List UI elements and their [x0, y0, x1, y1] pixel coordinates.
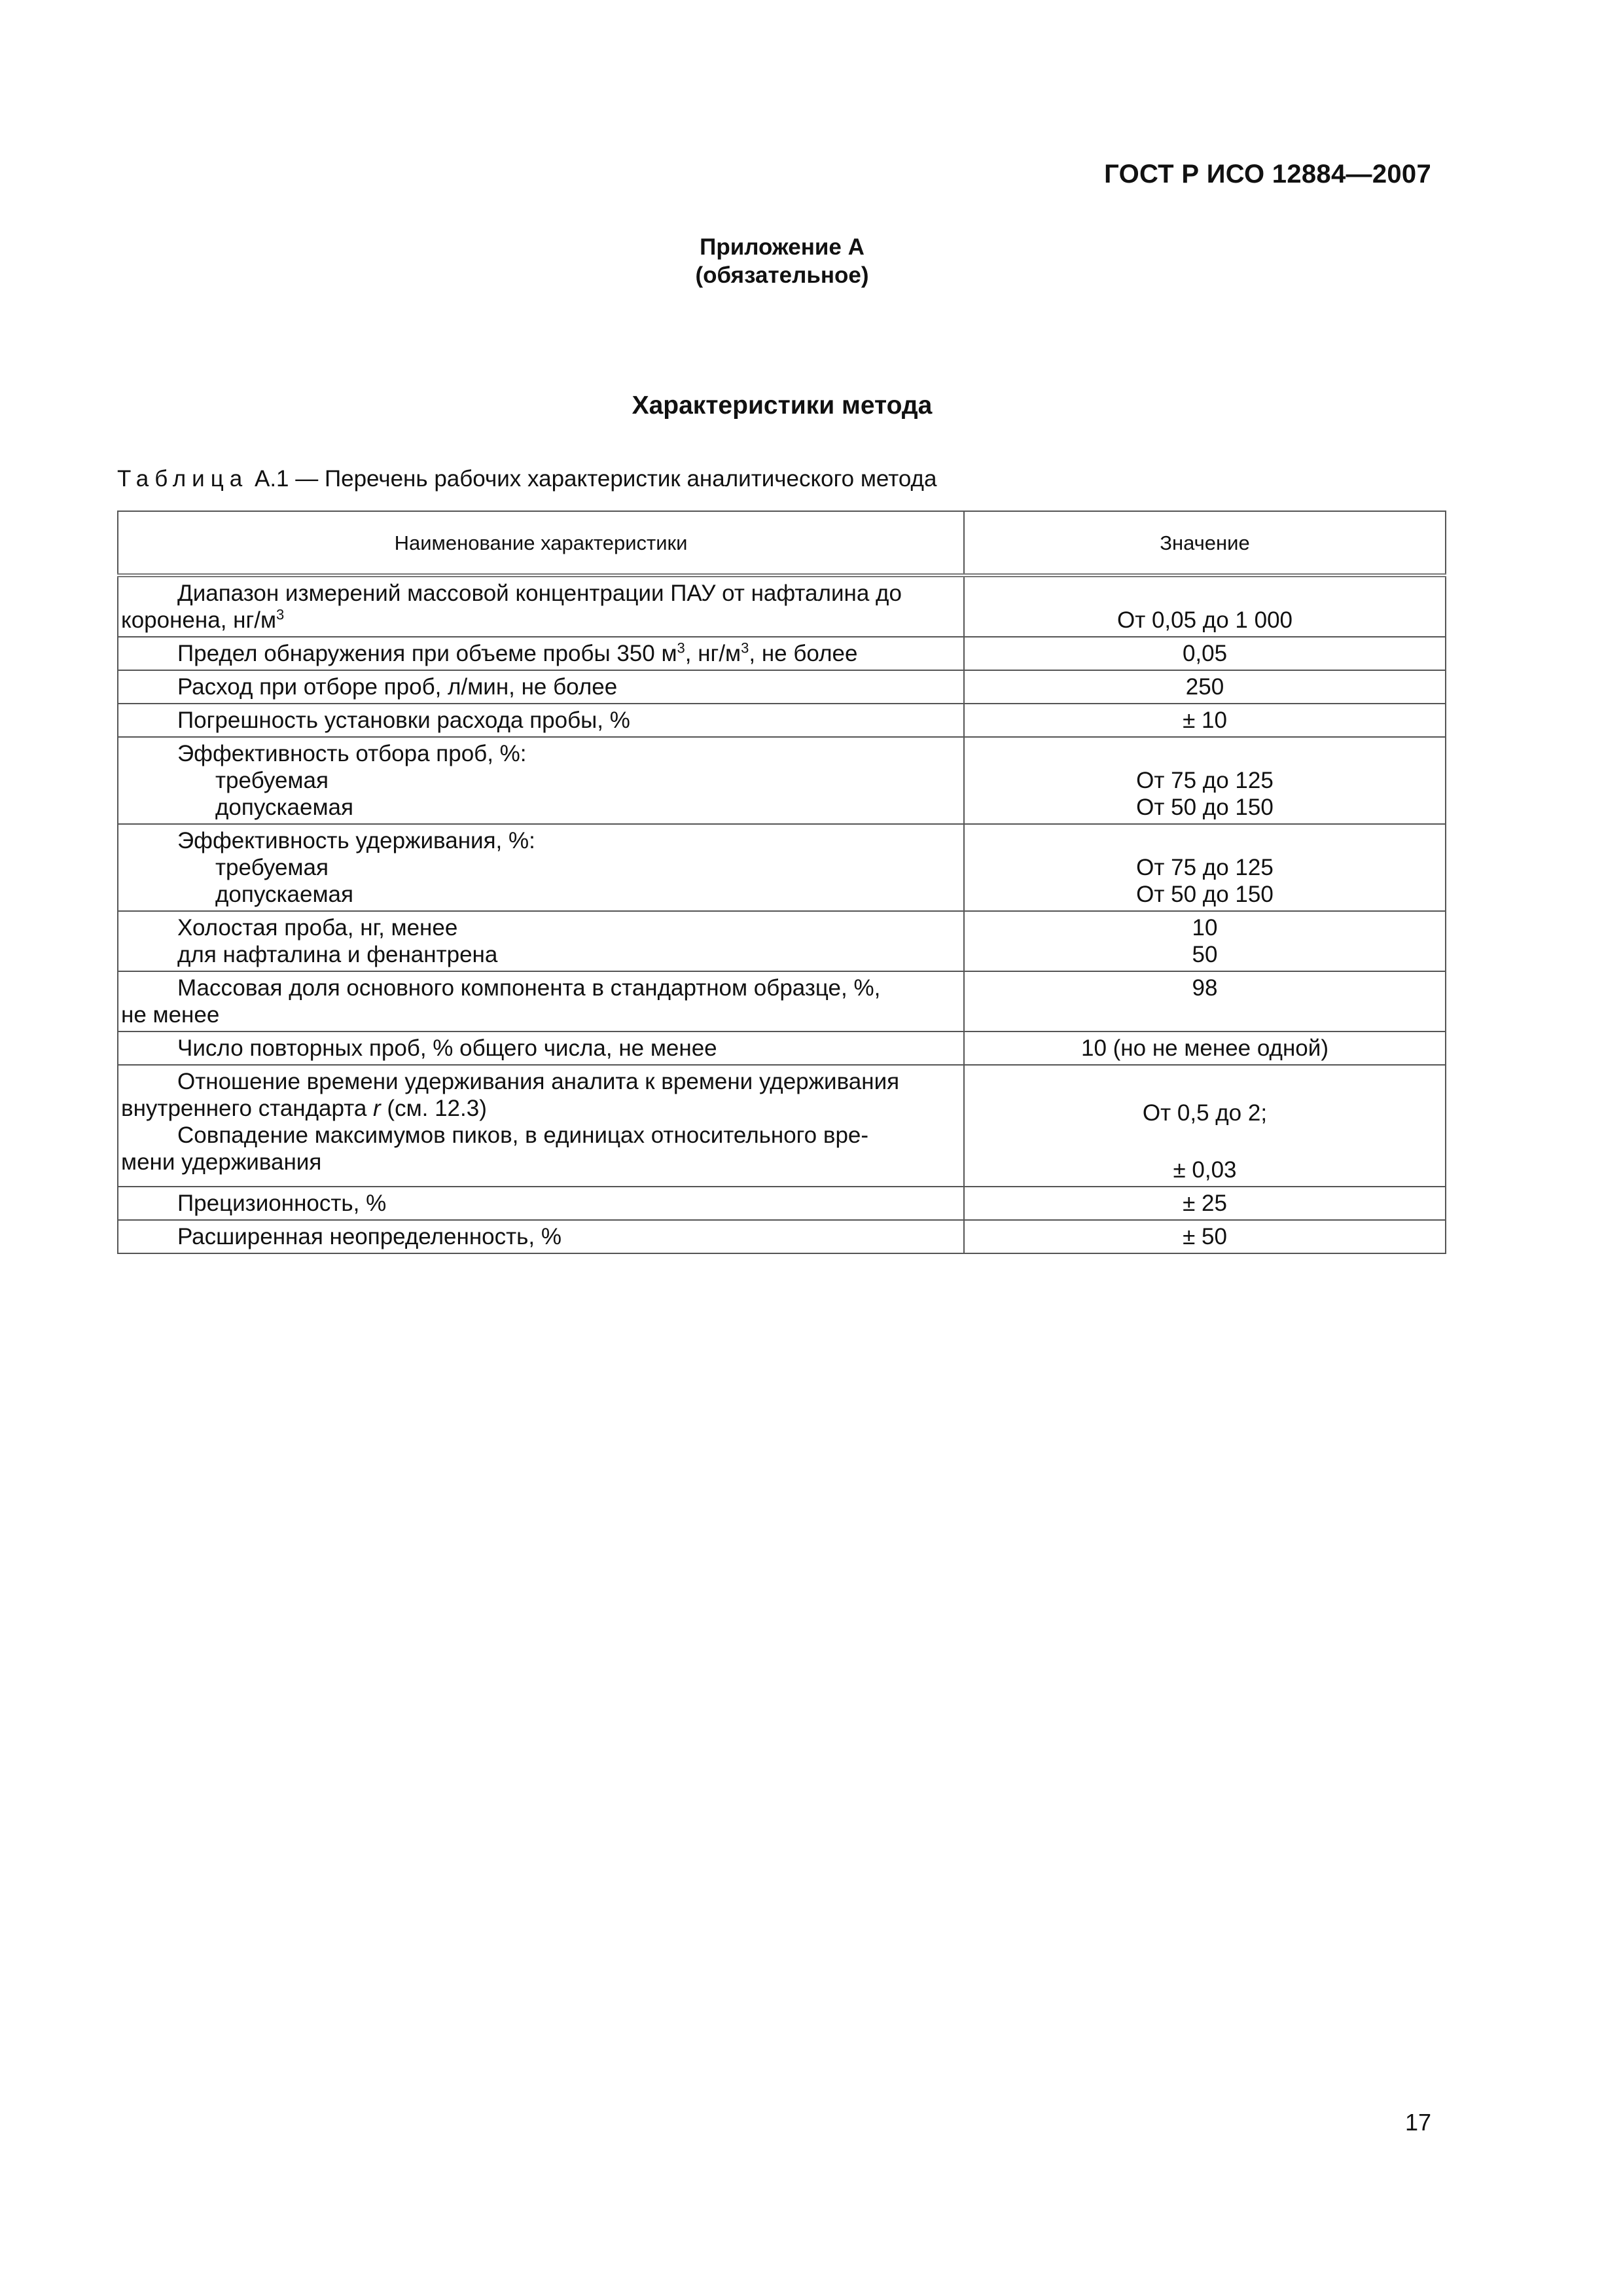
row-name: [118, 1065, 964, 1187]
row-name-line: требуемая: [215, 768, 329, 793]
table-row: [118, 1220, 1446, 1253]
row-name-line: Массовая доля основного компонента в стандартном образце, %,: [177, 975, 881, 1001]
row-name: [118, 670, 964, 704]
table-row: [118, 575, 1446, 637]
row-name-line: требуемая: [215, 855, 329, 880]
row-name-line: допускаемая: [215, 882, 353, 907]
row-value-line: 98: [1192, 975, 1218, 1001]
row-name: [118, 1220, 964, 1253]
table-header-row: [118, 511, 1446, 575]
row-value: [964, 1187, 1446, 1220]
superscript: 3: [677, 639, 685, 656]
row-value-line: От 0,5 до 2;: [1142, 1100, 1268, 1126]
row-value: [964, 824, 1446, 911]
row-name-line: Расширенная неопределенность, %: [177, 1224, 562, 1249]
row-name-text: , нг/м: [685, 641, 741, 666]
row-value: [964, 1220, 1446, 1253]
appendix-status: (обязательное): [695, 262, 869, 288]
row-value: [964, 637, 1446, 670]
row-name-line: [121, 1095, 948, 1122]
row-value: [964, 911, 1446, 971]
row-name: [118, 637, 964, 670]
row-value-line: 0,05: [1182, 641, 1228, 666]
table-row: [118, 911, 1446, 971]
appendix-title: Приложение А: [700, 234, 865, 260]
row-name: [118, 575, 964, 637]
row-value: [964, 670, 1446, 704]
row-name-line: мени удерживания: [121, 1149, 322, 1175]
row-value: [964, 704, 1446, 737]
row-name: [118, 1187, 964, 1220]
page-number: 17: [1404, 2109, 1431, 2136]
row-name-line: Число повторных проб, % общего числа, не менее: [177, 1035, 717, 1061]
row-value-line: 50: [1192, 942, 1218, 967]
row-value-line: 10: [1192, 915, 1218, 941]
row-value-line: 250: [1185, 674, 1224, 700]
row-name-text: внутреннего стандарта: [121, 1096, 374, 1121]
row-value: [964, 1065, 1446, 1187]
table-row: [118, 670, 1446, 704]
table-row: [118, 637, 1446, 670]
row-value-line: ± 0,03: [1173, 1157, 1237, 1183]
table-row: [118, 1065, 1446, 1187]
row-name-line: Погрешность установки расхода пробы, %: [177, 708, 630, 733]
table-row: [118, 1187, 1446, 1220]
row-name-line: Отношение времени удерживания аналита к времени удерживания: [177, 1069, 900, 1094]
row-value-line: От 50 до 150: [1136, 882, 1274, 907]
row-name-line: Холостая проба, нг, менее: [177, 915, 458, 941]
row-value: [964, 737, 1446, 824]
row-name-line: [121, 640, 948, 667]
row-name-text: Предел обнаружения при объеме пробы 350 м: [177, 641, 677, 666]
column-header-value: Значение: [964, 511, 1446, 575]
row-value-line: 10 (но не менее одной): [1081, 1035, 1329, 1061]
row-name-line: Диапазон измерений массовой концентрации ПАУ от нафталина до: [177, 581, 902, 606]
row-value: [964, 575, 1446, 637]
row-name-text: , не более: [749, 641, 858, 666]
table-row: [118, 737, 1446, 824]
table-row: [118, 704, 1446, 737]
row-name: [118, 971, 964, 1031]
document-code: ГОСТ Р ИСО 12884—2007: [1104, 160, 1431, 188]
row-name-line: Расход при отборе проб, л/мин, не более: [177, 674, 618, 700]
row-name-line: Эффективность отбора проб, %:: [177, 741, 527, 766]
table-caption-text: А.1 — Перечень рабочих характеристик аналитического метода: [254, 466, 937, 492]
row-value-line: От 50 до 150: [1136, 795, 1274, 820]
row-name-line: для нафталина и фенантрена: [177, 942, 498, 967]
superscript: 3: [276, 606, 285, 623]
row-name-line: Прецизионность, %: [177, 1191, 387, 1216]
row-name-line: Эффективность удерживания, %:: [177, 828, 535, 853]
row-name-text: r: [373, 1096, 381, 1121]
table-row: [118, 971, 1446, 1031]
row-name: [118, 1031, 964, 1065]
row-name: [118, 911, 964, 971]
row-name: [118, 824, 964, 911]
row-name-line: допускаемая: [215, 795, 353, 820]
row-name-line: Совпадение максимумов пиков, в единицах относительного вре-: [177, 1122, 869, 1148]
row-name: [118, 704, 964, 737]
row-value-line: ± 50: [1183, 1224, 1227, 1249]
row-value-line: От 75 до 125: [1136, 855, 1274, 880]
row-name-line: не менее: [121, 1002, 220, 1028]
row-name-text: (см. 12.3): [380, 1096, 487, 1121]
row-name-text: коронена, нг/м: [121, 607, 277, 633]
appendix-heading: [0, 233, 1564, 289]
row-value-line: От 0,05 до 1 000: [1116, 607, 1293, 633]
row-value-line: ± 10: [1183, 708, 1227, 733]
table-row: [118, 1031, 1446, 1065]
row-name-line: [121, 607, 948, 634]
table-caption-label: Таблица: [117, 466, 249, 492]
row-value: [964, 1031, 1446, 1065]
row-value-line: От 75 до 125: [1136, 768, 1274, 793]
row-value-line: ± 25: [1183, 1191, 1227, 1216]
row-value: [964, 971, 1446, 1031]
row-name: [118, 737, 964, 824]
column-header-name: Наименование характеристики: [118, 511, 964, 575]
table-caption: [117, 466, 936, 492]
section-title: Характеристики метода: [632, 391, 933, 420]
table-row: [118, 824, 1446, 911]
superscript: 3: [741, 639, 749, 656]
characteristics-table: [117, 511, 1446, 1254]
